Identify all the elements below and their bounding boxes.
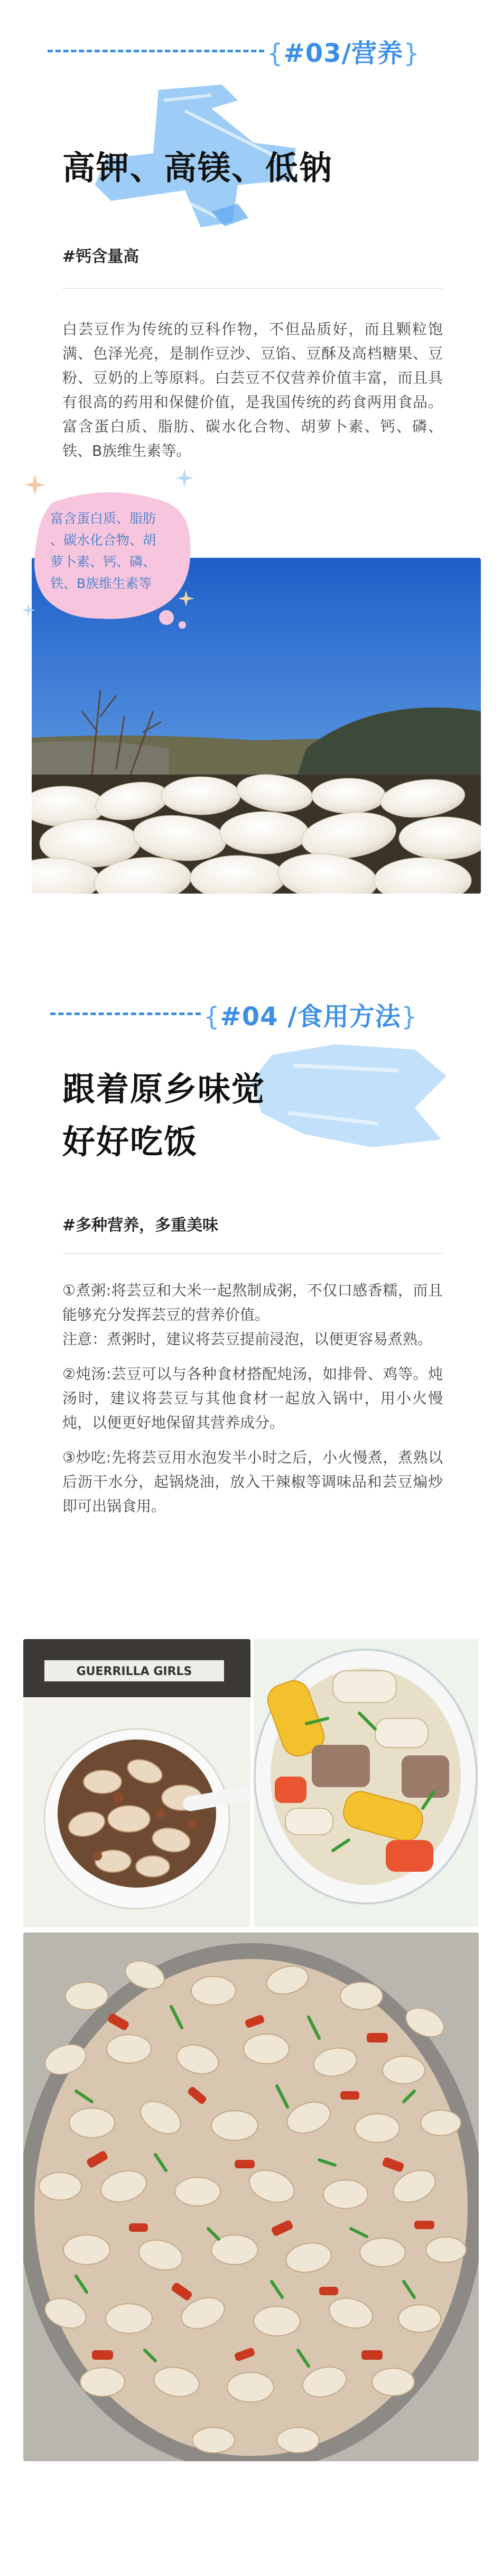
section3-headline: 高钾、高镁、低钠: [62, 149, 333, 187]
section4-subtag: #多种营养，多重美味: [62, 1216, 219, 1235]
method-porridge: ①煮粥:将芸豆和大米一起熬制成粥，不仅口感香糯，而且能够充分发挥芸豆的营养价值。: [62, 1282, 443, 1323]
section4-methods: [62, 1278, 443, 1529]
sparkle-icon: [21, 603, 36, 618]
method-stir-fry: ③炒吃:先将芸豆用水泡发半小时之后，小火慢煮，煮熟以后沥干水分，起锅烧油，放入干辣椒等调味品和芸豆煸炒即可出锅食用。: [62, 1449, 443, 1515]
section3-subtag-divider: [62, 288, 443, 289]
section4-headline-line2: 好好吃饭: [62, 1123, 198, 1161]
section3-divider-left: [48, 50, 264, 52]
method-stew: ②炖汤:芸豆可以与各种食材搭配炖汤，如排骨、鸡等。炖汤时，建议将芸豆与其他食材一起放入锅中，用小火慢炖，以便更好地保留其营养成分。: [62, 1365, 443, 1431]
section3-subtag: #钙含量高: [62, 247, 140, 266]
callout-line: 萝卜素、钙、磷、: [50, 554, 156, 569]
section4-subtag-divider: [62, 1253, 443, 1254]
sign-text: GUERRILLA GIRLS: [76, 1665, 192, 1678]
brush-stroke-decoration: [240, 1034, 452, 1155]
callout-line: 富含蛋白质、脂肪: [50, 511, 156, 526]
section4-headline-line1: 跟着原乡味觉: [62, 1070, 266, 1108]
bean-porridge-photo: [23, 1639, 250, 1927]
section4-divider-left: [50, 1013, 201, 1015]
section3-body: [62, 317, 443, 463]
section3-body-text: 白芸豆作为传统的豆科作物，不但品质好，而且颗粒饱满、色泽光亮，是制作豆沙、豆馅、豆酥及高档糖果、豆粉、豆奶的上等原料。白芸豆不仅营养价值丰富，而且具有很高的药用和保健价值，是我国传统的药食两用食品。富含蛋白质、脂肪、碳水化合物、胡萝卜素、钙、磷、铁、B族维生素等。: [62, 320, 443, 459]
method-porridge-note: 注意：煮粥时，建议将芸豆提前浸泡，以便更容易煮熟。: [62, 1330, 433, 1348]
section4-tag: {#04 /食用方法}: [203, 1002, 418, 1032]
sparkle-icon: [23, 473, 47, 496]
sparkle-icon: [174, 468, 194, 488]
stir-fried-beans-photo: [23, 1933, 479, 2461]
pink-callout-text: [50, 508, 182, 594]
sparkle-icon: [177, 590, 195, 608]
callout-line: 、碳水化合物、胡: [50, 532, 156, 548]
callout-line: 铁、B族维生素等: [50, 576, 152, 591]
section3-tag: {#03/营养}: [267, 39, 420, 68]
bean-stew-photo: [254, 1639, 478, 1927]
